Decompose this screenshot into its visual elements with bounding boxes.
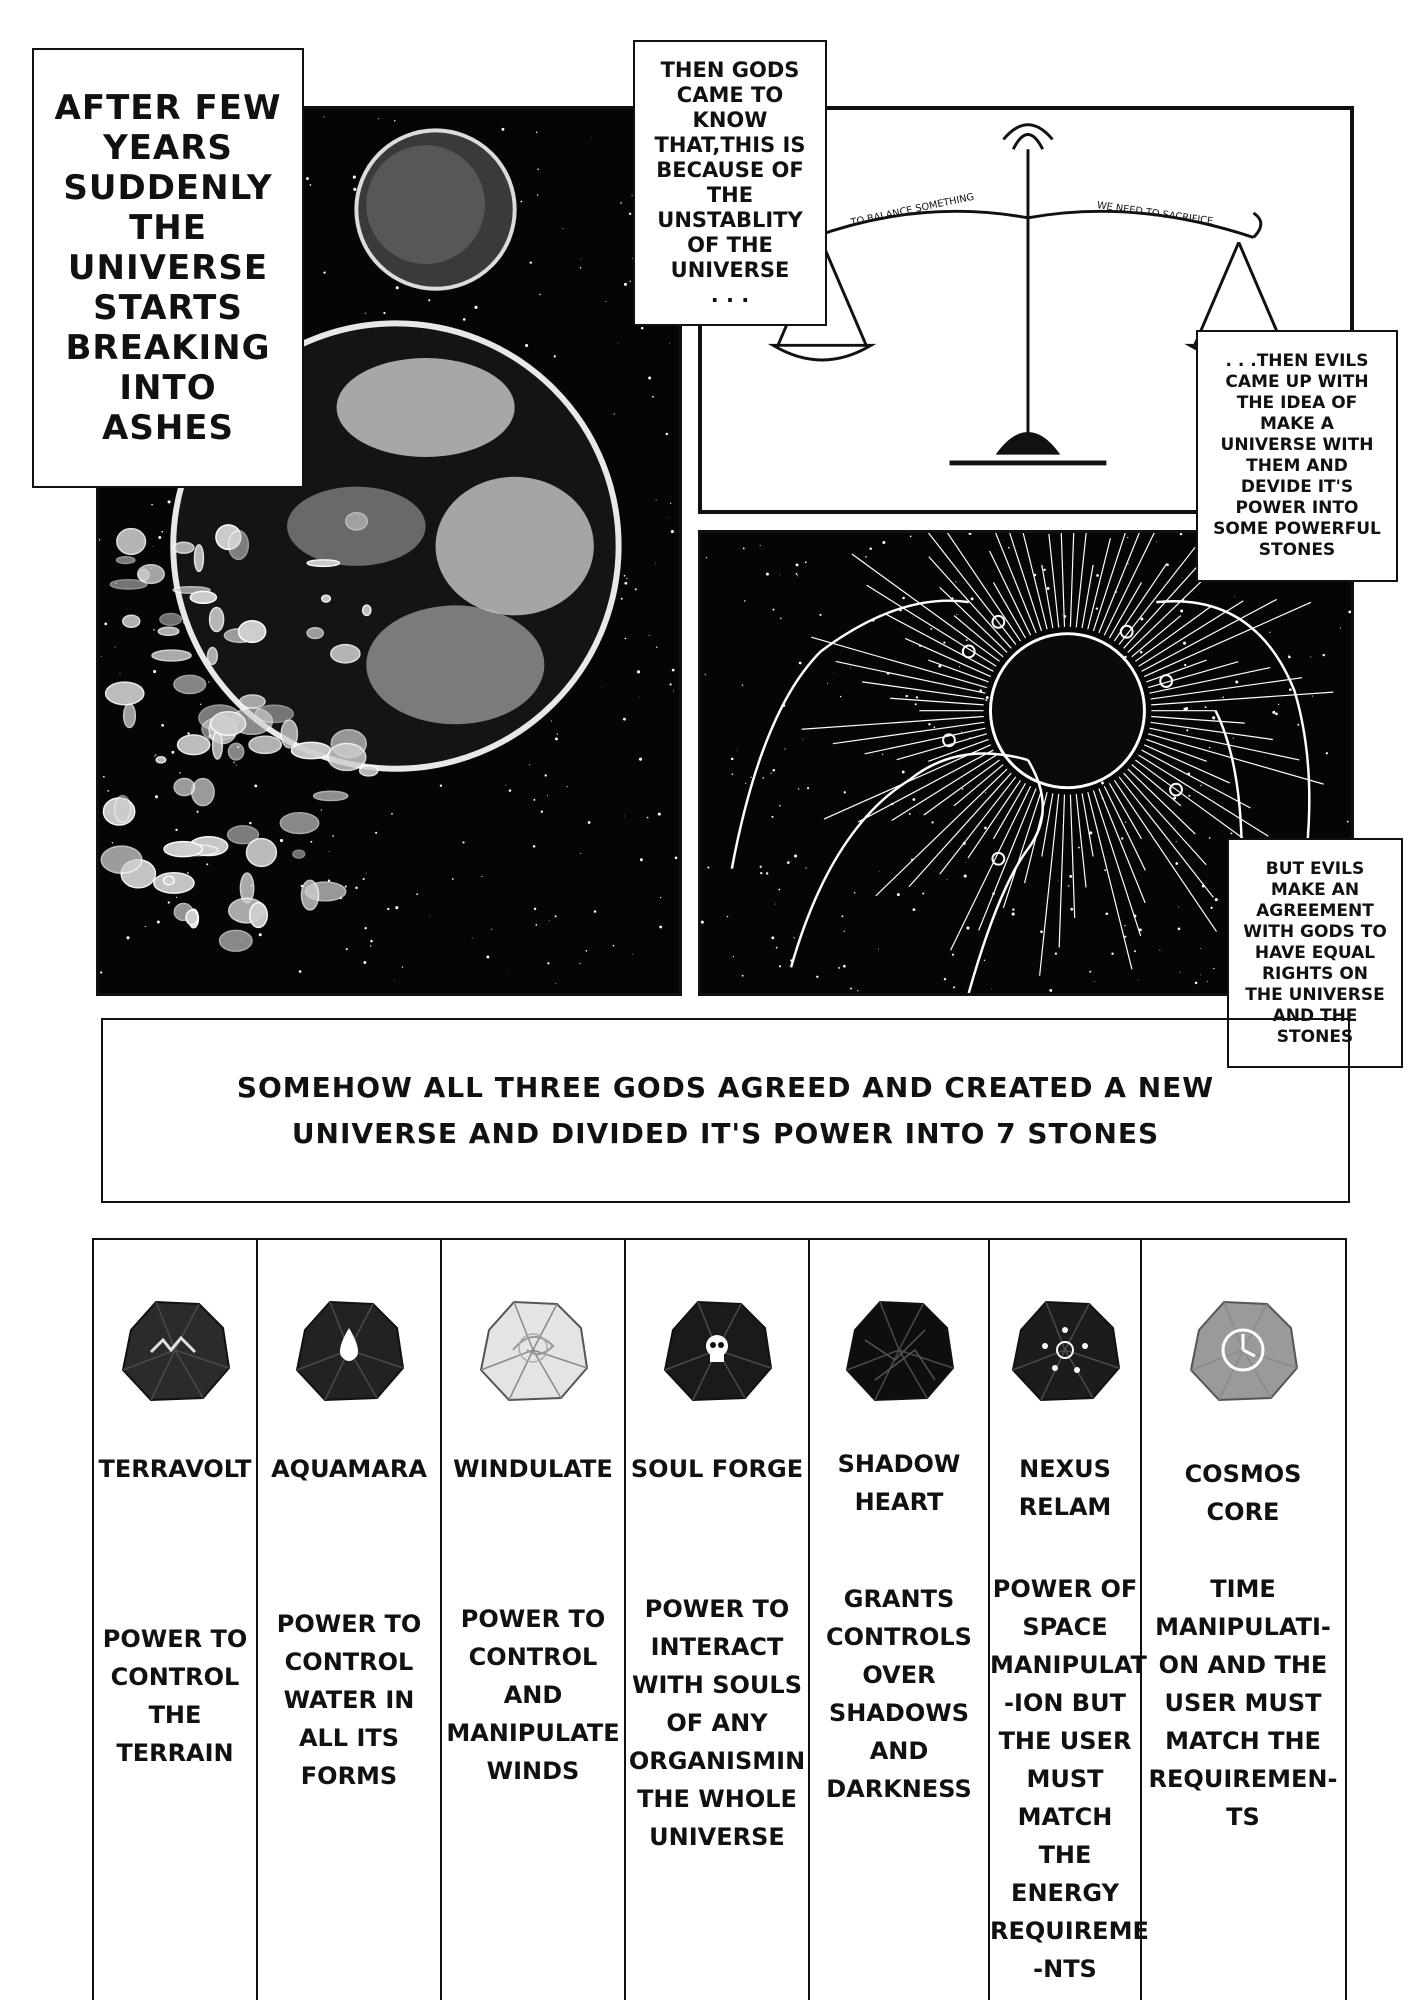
scale-label-right: WE NEED TO SACRIFICE — [1096, 200, 1214, 228]
stone-name: AQUAMARA — [271, 1455, 427, 1483]
wind-swirl-icon — [469, 1290, 597, 1410]
stone-column — [626, 1240, 810, 2000]
stone-name: NEXUS RELAM — [1018, 1455, 1112, 1521]
clock-icon — [1179, 1290, 1307, 1410]
stone-column — [810, 1240, 990, 2000]
banner-text: SOMEHOW ALL THREE GODS AGREED AND CREATED A NEW UNIVERSE AND DIVIDED IT'S POWER INTO 7 STONES — [236, 1070, 1215, 1150]
caption-text: THEN GODS CAME TO KNOW THAT,THIS IS BECAUSE OF THE UNSTABLITY OF THE UNIVERSE . . . — [654, 58, 806, 307]
stone-name: COSMOS CORE — [1184, 1460, 1302, 1526]
stone-name: SHADOW HEART — [837, 1450, 961, 1516]
caption-evils-idea — [1196, 330, 1398, 582]
caption-text: BUT EVILS MAKE AN AGREEMENT WITH GODS TO HAVE EQUAL RIGHTS ON THE UNIVERSE AND THE STONES — [1243, 858, 1387, 1047]
stone-column — [990, 1240, 1149, 2000]
stone-name: WINDULATE — [453, 1455, 613, 1483]
stones-table — [92, 1238, 1347, 2000]
caption-text: . . .THEN EVILS CAME UP WITH THE IDEA OF MAKE A UNIVERSE WITH THEM AND DEVIDE IT'S POWER INTO SOME POWERFUL STONES — [1213, 351, 1381, 560]
caption-text: AFTER FEW YEARS SUDDENLY THE UNIVERSE STARTS BREAKING INTO ASHES — [54, 88, 282, 448]
stone-description: POWER OF SPACE MANIPULAT -ION BUT THE USER MUST MATCH THE ENERGY REQUIREME -NTS — [990, 1575, 1149, 1983]
narration-banner — [101, 1018, 1350, 1203]
shadow-crystal-icon — [835, 1290, 963, 1410]
stone-description: POWER TO CONTROL AND MANIPULATE WINDS — [446, 1605, 620, 1785]
stone-name: SOUL FORGE — [630, 1455, 804, 1483]
scale-label-left: TO BALANCE SOMETHING — [849, 191, 976, 229]
stone-column — [258, 1240, 442, 2000]
stone-description: POWER TO INTERACT WITH SOULS OF ANY ORGANISMIN THE WHOLE UNIVERSE — [628, 1595, 806, 1851]
caption-universe-breaking — [32, 48, 304, 488]
stone-description: GRANTS CONTROLS OVER SHADOWS AND DARKNESS — [826, 1585, 972, 1803]
stone-column — [442, 1240, 626, 2000]
stone-name: TERRAVOLT — [98, 1455, 252, 1483]
stone-column — [94, 1240, 258, 2000]
stone-description: POWER TO CONTROL THE TERRAIN — [102, 1625, 248, 1767]
orbit-dots-icon — [1001, 1290, 1129, 1410]
stone-column — [1142, 1240, 1344, 2000]
caption-gods-knew — [633, 40, 827, 326]
mountain-rune-icon — [111, 1290, 239, 1410]
stone-description: TIME MANIPULATI- ON AND THE USER MUST MATCH THE REQUIREMEN- TS — [1148, 1575, 1338, 1831]
skull-icon — [653, 1290, 781, 1410]
water-drop-icon — [285, 1290, 413, 1410]
stone-description: POWER TO CONTROL WATER IN ALL ITS FORMS — [276, 1610, 422, 1790]
